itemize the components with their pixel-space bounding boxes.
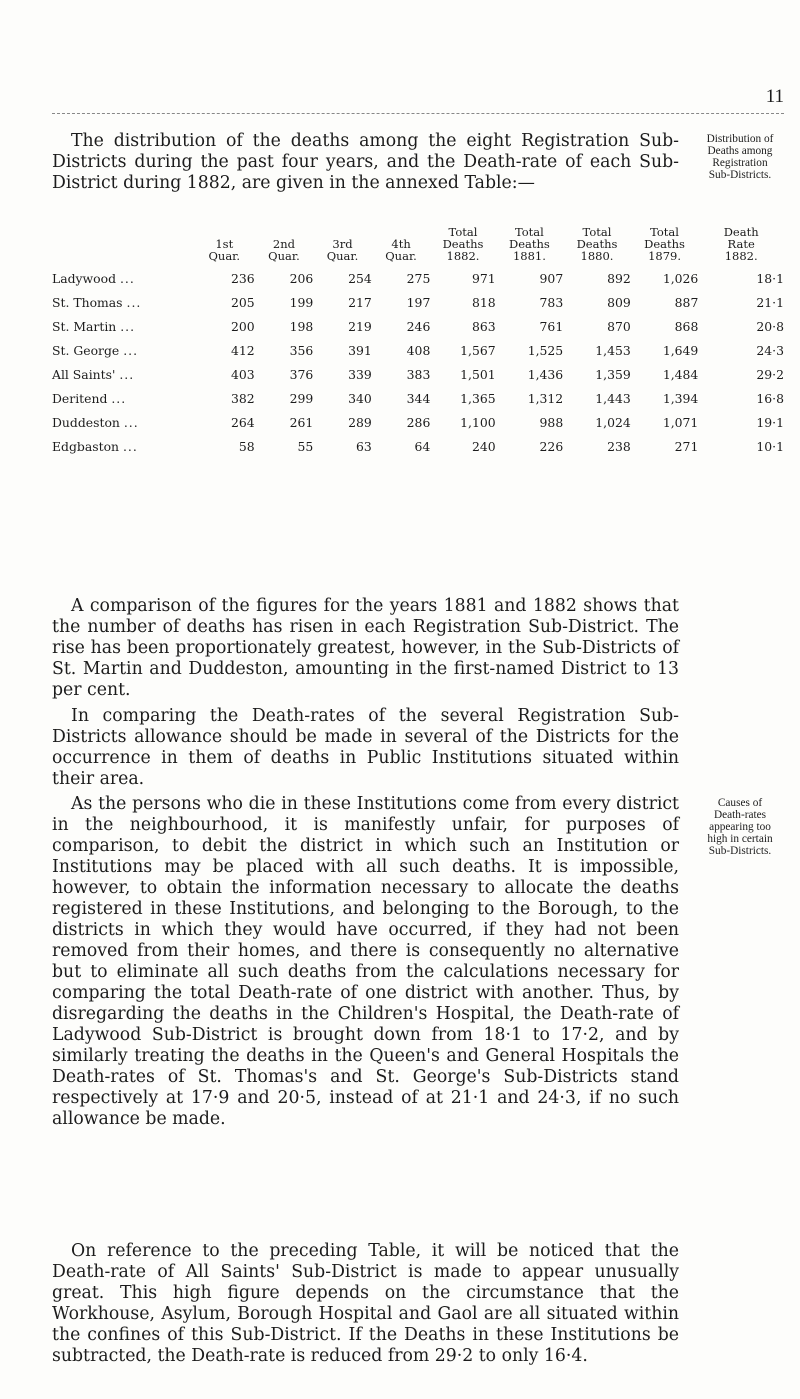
paragraph-institutions: As the persons who die in these Institutions come from every district in the neighbourhood, it is manifestly unfair, for purposes of comparison, to debit the district in which such an Institution or Institutions may be placed with all such deaths. It is impossible, however, to obtain the information necessary to allocate the deaths registered in these Institutions, and belonging to the Borough, to the districts in which they would have occurred, if they had not been removed from their homes, and there is consequently no alternative but to eliminate all such deaths from the calculations necessary for comparing the total Death-rate of one district with another. Thus, by disregarding the deaths in the Children's Hospital, the Death-rate of Ladywood Sub-District is brought down from 18·1 to 17·2, and by similarly treating the deaths in the Queen's and General Hospitals the Death-rates of St. Thomas's and St. George's Sub-Districts stand respectively at 17·9 and 20·5, instead of at 21·1 and 24·3, if no such allowance be made. [52,794,679,1129]
table-cell: 206 [289,270,314,286]
table-cell: 197 [406,294,431,310]
margin-note-line: Distribution of [706,133,774,145]
margin-note-line: Sub-Districts. [708,845,772,857]
header-line: 1880. [580,249,614,263]
table-cell: 240 [471,438,496,454]
margin-note-causes [684,797,796,857]
district-name-cell [52,434,194,458]
table-cell: 55 [297,438,314,454]
district-name-cell [52,362,194,386]
header-total-1880 [563,226,631,266]
table-cell: 238 [607,438,631,454]
table-cell: 198 [289,318,314,334]
district-name-cell [52,386,194,410]
table-cell: 1,453 [595,342,631,358]
table-cell: 1,024 [595,414,631,430]
margin-note-line: Causes of [717,797,763,809]
header-line: 1879. [648,249,682,263]
table-cell: 236 [231,270,255,286]
table-cell: 761 [539,318,564,334]
district-name-cell [52,290,194,314]
header-line: Total [514,225,544,239]
table-cell: 1,436 [527,366,564,382]
table-cell: 20·8 [756,318,784,334]
table-cell: 344 [406,390,431,406]
district-name: Duddeston [52,414,120,430]
header-line: 1882. [724,249,758,263]
table-row [52,266,784,290]
leader-dots: ... [123,414,139,430]
table-cell: 64 [414,438,431,454]
deaths-table [52,226,784,458]
table-cell: 403 [231,366,255,382]
table-cell: 271 [674,438,699,454]
header-line: Deaths [509,237,550,251]
table-cell: 376 [289,366,314,382]
table-cell: 340 [348,390,372,406]
table-cell: 299 [289,390,314,406]
header-q1 [194,226,255,266]
table-cell: 809 [607,294,631,310]
table-cell: 863 [471,318,496,334]
header-line: Deaths [576,237,618,251]
header-line: 1882. [446,249,480,263]
paragraph-allowance: In comparing the Death-rates of the several Registration Sub-Districts allowance should be made in several of the Districts for the occurrence in them of deaths in Public Institutions situated within their area. [52,706,679,789]
table-cell: 21·1 [756,294,784,310]
header-line: Quar. [268,249,300,263]
header-death-rate [698,226,784,266]
table-cell: 1,525 [527,342,564,358]
table-cell: 1,484 [662,366,699,382]
table-cell: 868 [674,318,699,334]
header-q2 [255,226,314,266]
leader-dots: ... [119,366,135,382]
table-cell: 971 [471,270,496,286]
district-name: Edgbaston [52,438,120,454]
header-line: Deaths [442,237,484,251]
table-cell: 264 [231,414,255,430]
table-cell: 246 [406,318,431,334]
header-line: Rate [727,237,755,251]
district-name: All Saints' [52,366,116,382]
header-total-1879 [631,226,699,266]
header-line: 1st [215,237,234,251]
margin-note-line: high in certain [707,833,773,845]
table-cell: 1,100 [460,414,496,430]
table-cell: 382 [231,390,255,406]
district-name-cell [52,338,194,362]
header-line: 3rd [332,237,353,251]
leader-dots: ... [120,318,136,334]
table-cell: 339 [348,366,372,382]
table-cell: 254 [348,270,372,286]
paragraph-comparison: A comparison of the figures for the years 1881 and 1882 shows that the number of deaths has risen in each Registration Sub-District. The rise has been proportionately greatest, however, in the Sub-Districts of St. Martin and Duddeston, amounting in the first-named District to 13 per cent. [52,596,679,700]
table-cell: 275 [406,270,431,286]
table-cell: 63 [356,438,372,454]
table-cell: 887 [674,294,699,310]
table-row [52,314,784,338]
district-name-cell [52,410,194,434]
district-name: Deritend [52,390,108,406]
district-name-cell [52,266,194,290]
table-cell: 29·2 [756,366,784,382]
header-line: 1881. [512,249,546,263]
table-cell: 1,443 [595,390,631,406]
leader-dots: ... [126,294,142,310]
leader-dots: ... [123,342,139,358]
table-cell: 892 [607,270,631,286]
margin-note-line: appearing too [709,821,771,833]
leader-dots: ... [119,270,135,286]
table-cell: 1,567 [460,342,496,358]
table-cell: 1,312 [527,390,564,406]
table-row [52,338,784,362]
table-cell: 783 [539,294,564,310]
header-line: Quar. [326,249,359,263]
table-row [52,410,784,434]
header-line: 4th [391,237,411,251]
intro-paragraph: The distribution of the deaths among the eight Registration Sub-Districts during the past four years, and the Death-rate of each Sub-District during 1882, are given in the annexed Table:— [52,131,679,193]
table-cell: 58 [238,438,255,454]
table-row [52,434,784,458]
table-cell: 870 [607,318,631,334]
header-line: Quar. [385,249,417,263]
table-body [52,266,784,458]
margin-note-line: Death-rates [713,809,767,821]
table-row [52,290,784,314]
leader-dots: ... [111,390,127,406]
district-name: Ladywood [52,270,117,286]
table-cell: 1,394 [662,390,699,406]
table-cell: 391 [348,342,372,358]
table-cell: 205 [231,294,255,310]
table-header-row [52,226,784,266]
table-cell: 19·1 [756,414,784,430]
table-cell: 217 [348,294,372,310]
table-cell: 356 [289,342,314,358]
district-name: St. George [52,342,120,358]
table-cell: 408 [406,342,431,358]
table-cell: 907 [539,270,564,286]
table-cell: 24·3 [756,342,784,358]
table-cell: 1,359 [595,366,631,382]
margin-note-line: Registration [712,157,768,169]
table-cell: 412 [231,342,255,358]
margin-note-line: Sub-Districts. [708,169,772,181]
table-cell: 1,365 [460,390,496,406]
table-cell: 226 [539,438,564,454]
page-number: 11 [765,86,784,107]
header-line: Quar. [208,249,241,263]
table-cell: 1,026 [662,270,699,286]
header-line: Deaths [644,237,685,251]
header-district [52,226,194,266]
header-total-1881 [496,226,564,266]
header-line: Total [650,225,679,239]
header-line: Total [448,225,478,239]
margin-note-line: Deaths among [707,145,773,157]
table-cell: 199 [289,294,314,310]
table-cell: 1,649 [662,342,699,358]
paragraph-all-saints: On reference to the preceding Table, it will be noticed that the Death-rate of All Saints' Sub-District is made to appear unusually great. This high figure depends on the circumstance that the Workhouse, Asylum, Borough Hospital and Gaol are all situated within the confines of this Sub-District. If the Deaths in these Institutions be subtracted, the Death-rate is reduced from 29·2 to only 16·4. [52,1241,679,1366]
table-cell: 1,501 [460,366,496,382]
table-cell: 16·8 [756,390,784,406]
table-cell: 219 [348,318,372,334]
table-cell: 18·1 [756,270,784,286]
header-total-1882 [430,226,495,266]
header-q3 [313,226,372,266]
header-line: Total [582,225,612,239]
table-row [52,386,784,410]
header-line: 2nd [272,237,295,251]
table-cell: 10·1 [756,438,784,454]
margin-note-distribution [684,133,796,181]
header-line: Death [723,225,759,239]
table-cell: 1,071 [662,414,699,430]
district-name: St. Thomas [52,294,123,310]
district-name: St. Martin [52,318,117,334]
table-cell: 286 [406,414,431,430]
table-cell: 289 [348,414,372,430]
leader-dots: ... [122,438,138,454]
table-row [52,362,784,386]
table-cell: 818 [471,294,496,310]
header-rule [52,113,784,114]
header-q4 [372,226,431,266]
table-cell: 200 [231,318,255,334]
table-cell: 261 [289,414,314,430]
table-cell: 383 [406,366,431,382]
table-cell: 988 [539,414,564,430]
district-name-cell [52,314,194,338]
